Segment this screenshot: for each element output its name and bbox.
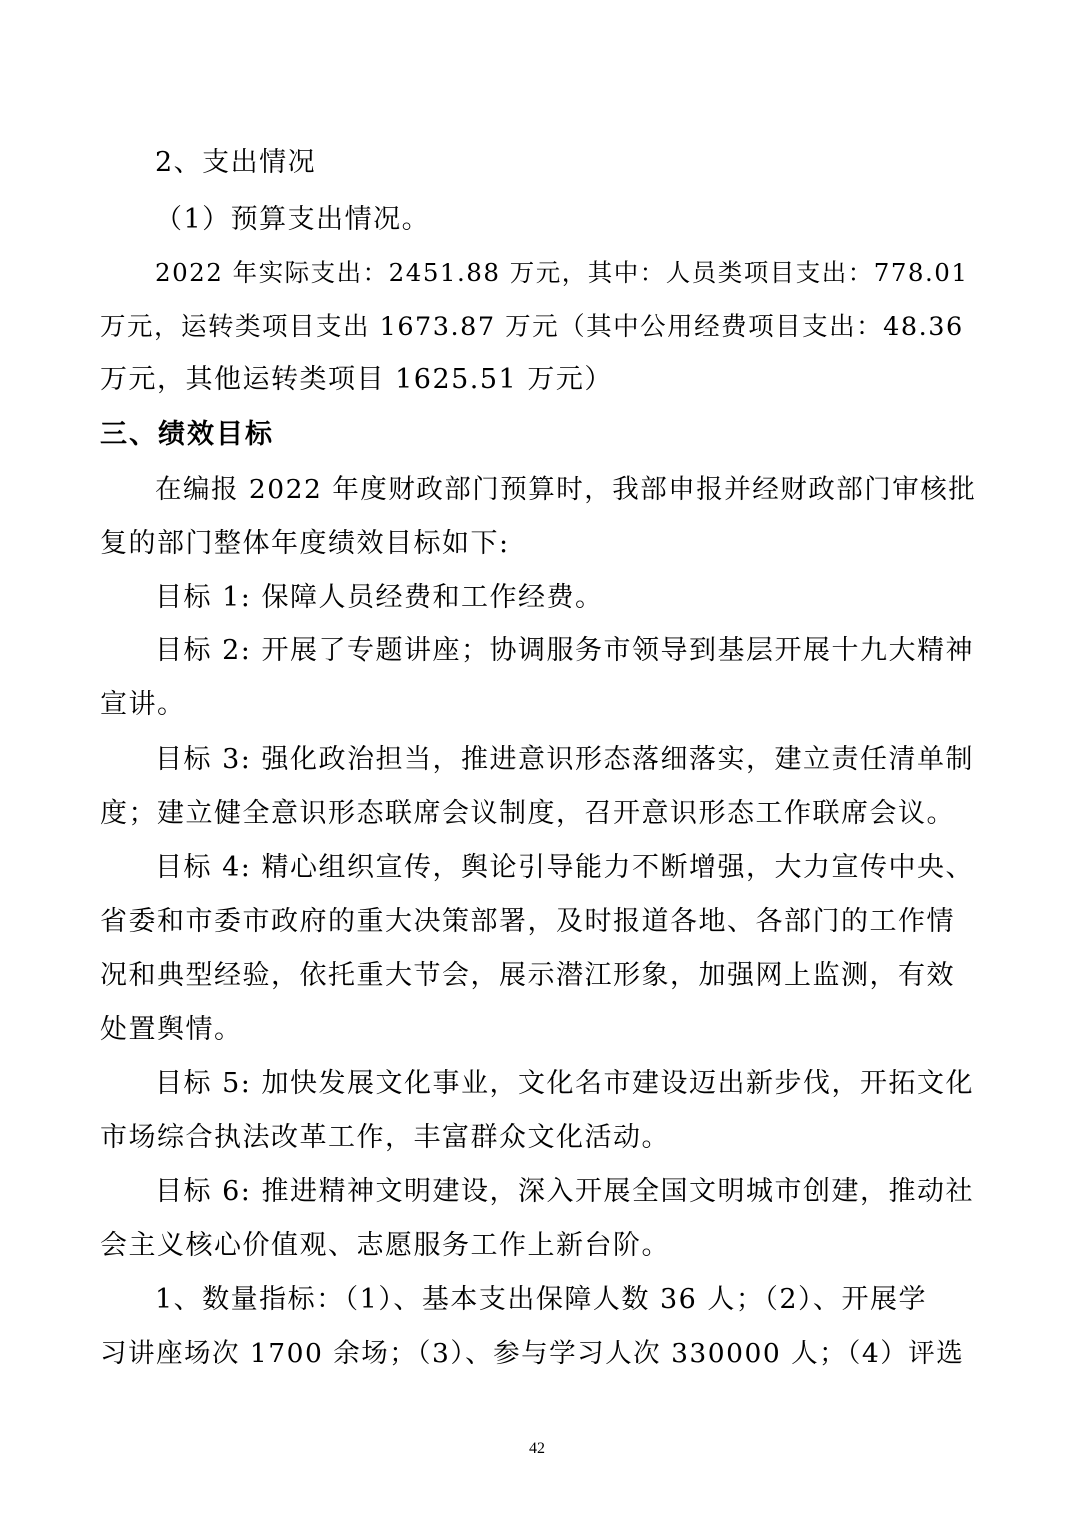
quantity-indicator-continued: [100, 1337, 976, 1371]
section-3-heading-text: 三、绩效目标: [100, 419, 274, 450]
goal-3-continued: [100, 797, 976, 831]
goal-text: 会主义核心价值观、志愿服务工作上新台阶。: [100, 1230, 670, 1261]
goal-1: [155, 581, 976, 615]
section-3-heading: [100, 418, 976, 452]
section-2-subheading: [155, 203, 976, 237]
paragraph-text: 万元，运转类项目支出 1673.87 万元（其中公用经费项目支出：48.36: [100, 312, 964, 342]
goal-2-continued: [100, 688, 976, 722]
goal-5-continued: [100, 1121, 976, 1155]
goal-6-continued: [100, 1229, 976, 1263]
goal-text: 省委和市委市政府的重大决策部署，及时报道各地、各部门的工作情: [100, 906, 955, 937]
goal-text: 目标 5: 加快发展文化事业，文化名市建设迈出新步伐，开拓文化: [155, 1068, 974, 1099]
paragraph-line: [100, 310, 976, 344]
goal-4-continued: [100, 1013, 976, 1047]
paragraph-text: 在编报 2022 年度财政部门预算时，我部申报并经财政部门审核批: [155, 474, 977, 505]
goal-text: 目标 1: 保障人员经费和工作经费。: [155, 582, 604, 613]
section-2-heading-text: 2、支出情况: [155, 147, 317, 178]
goal-4: [155, 851, 976, 885]
goal-text: 处置舆情。: [100, 1014, 243, 1045]
paragraph-line: [100, 527, 976, 561]
paragraph-line: [155, 473, 976, 507]
paragraph-line: [100, 363, 976, 397]
goal-text: 目标 3: 强化政治担当，推进意识形态落细落实，建立责任清单制: [155, 744, 974, 775]
goal-text: 目标 2: 开展了专题讲座；协调服务市领导到基层开展十九大精神: [155, 635, 974, 666]
goal-text: 目标 4: 精心组织宣传，舆论引导能力不断增强，大力宣传中央、: [155, 852, 974, 883]
paragraph-text: 万元，其他运转类项目 1625.51 万元）: [100, 364, 613, 395]
goal-6: [155, 1175, 976, 1209]
goal-4-continued: [100, 959, 976, 993]
paragraph-text: 复的部门整体年度绩效目标如下:: [100, 528, 510, 559]
goal-text: 度；建立健全意识形态联席会议制度，召开意识形态工作联席会议。: [100, 798, 955, 829]
quantity-indicator: [155, 1283, 976, 1317]
section-2-heading: [155, 146, 976, 180]
paragraph-line: [155, 256, 976, 290]
quantity-text: 习讲座场次 1700 余场；（3）、参与学习人次 330000 人；（4）评选: [100, 1338, 965, 1369]
goal-5: [155, 1067, 976, 1101]
goal-3: [155, 743, 976, 777]
goal-text: 目标 6: 推进精神文明建设，深入开展全国文明城市创建，推动社: [155, 1176, 974, 1207]
goal-4-continued: [100, 905, 976, 939]
goal-text: 况和典型经验，依托重大节会，展示潜江形象，加强网上监测，有效: [100, 960, 955, 991]
goal-text: 市场综合执法改革工作，丰富群众文化活动。: [100, 1122, 670, 1153]
goal-text: 宣讲。: [100, 689, 186, 720]
goal-2: [155, 634, 976, 668]
quantity-text: 1、数量指标：（1）、基本支出保障人数 36 人；（2）、开展学: [155, 1284, 928, 1315]
page-number: 42: [529, 1440, 545, 1457]
section-2-subheading-text: （1）预算支出情况。: [155, 204, 431, 235]
paragraph-text: 2022 年实际支出：2451.88 万元，其中：人员类项目支出：778.01: [155, 258, 969, 287]
